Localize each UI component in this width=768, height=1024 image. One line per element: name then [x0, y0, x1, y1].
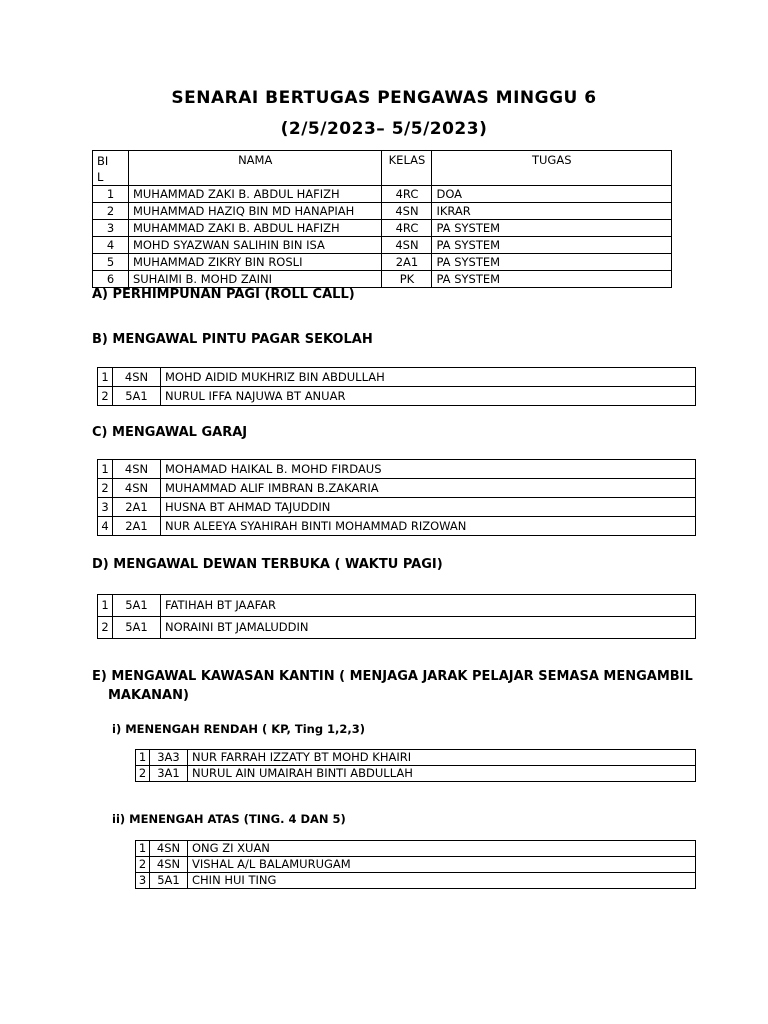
subsection-i-heading: i) MENENGAH RENDAH ( KP, Ting 1,2,3) [112, 722, 366, 736]
cell-nama: NORAINI BT JAMALUDDIN [161, 617, 696, 639]
cell-nama: VISHAL A/L BALAMURUGAM [188, 857, 696, 873]
table-row [98, 617, 696, 639]
cell-kelas: 3A1 [150, 766, 188, 782]
cell-kelas: 2A1 [113, 517, 161, 536]
cell-no: 3 [136, 873, 150, 889]
cell-nama: NURUL IFFA NAJUWA BT ANUAR [161, 387, 696, 406]
table-row [98, 595, 696, 617]
section-e-heading: E) MENGAWAL KAWASAN KANTIN ( MENJAGA JARAK PELAJAR SEMASA MENGAMBIL [92, 669, 693, 684]
title-line-2: (2/5/2023– 5/5/2023) [280, 119, 488, 139]
cell-nama: NUR FARRAH IZZATY BT MOHD KHAIRI [188, 750, 696, 766]
cell-tugas: PA SYSTEM [432, 237, 672, 254]
table-header-row [93, 151, 672, 186]
cell-kelas: 2A1 [382, 254, 432, 271]
cell-tugas: PA SYSTEM [432, 220, 672, 237]
table-c [97, 459, 696, 536]
cell-kelas: 4SN [382, 237, 432, 254]
cell-nama: MUHAMMAD ZIKRY BIN ROSLI [128, 254, 382, 271]
table-row [93, 186, 672, 203]
cell-no: 1 [136, 750, 150, 766]
cell-no: 2 [136, 857, 150, 873]
header-bil: BI L [93, 151, 129, 186]
header-tugas: TUGAS [432, 151, 672, 186]
table-row [98, 460, 696, 479]
cell-no: 3 [98, 498, 113, 517]
cell-no: 2 [98, 617, 113, 639]
cell-no: 1 [98, 368, 113, 387]
table-row [98, 517, 696, 536]
cell-no: 2 [98, 479, 113, 498]
table-row [136, 841, 696, 857]
table-row [93, 220, 672, 237]
cell-nama: MOHAMAD HAIKAL B. MOHD FIRDAUS [161, 460, 696, 479]
table-b [97, 367, 696, 406]
cell-nama: MUHAMMAD ZAKI B. ABDUL HAFIZH [128, 220, 382, 237]
table-d [97, 594, 696, 639]
table-row [98, 368, 696, 387]
table-row [98, 387, 696, 406]
cell-bil: 1 [93, 186, 129, 203]
section-a-heading: A) PERHIMPUNAN PAGI (ROLL CALL) [92, 287, 355, 302]
title-line-1: SENARAI BERTUGAS PENGAWAS MINGGU 6 [171, 88, 597, 108]
cell-kelas: 5A1 [113, 617, 161, 639]
cell-nama: HUSNA BT AHMAD TAJUDDIN [161, 498, 696, 517]
cell-kelas: 5A1 [113, 387, 161, 406]
cell-kelas: 4SN [150, 857, 188, 873]
cell-kelas: 4SN [113, 368, 161, 387]
cell-nama: MOHD SYAZWAN SALIHIN BIN ISA [128, 237, 382, 254]
cell-tugas: PA SYSTEM [432, 271, 672, 288]
cell-kelas: 5A1 [113, 595, 161, 617]
cell-nama: ONG ZI XUAN [188, 841, 696, 857]
cell-no: 1 [136, 841, 150, 857]
cell-nama: MUHAMMAD ALIF IMBRAN B.ZAKARIA [161, 479, 696, 498]
cell-nama: FATIHAH BT JAAFAR [161, 595, 696, 617]
cell-bil: 6 [93, 271, 129, 288]
cell-nama: CHIN HUI TING [188, 873, 696, 889]
cell-nama: SUHAIMI B. MOHD ZAINI [128, 271, 382, 288]
table-e2 [135, 840, 696, 889]
table-row [98, 498, 696, 517]
table-row [136, 750, 696, 766]
table-row [136, 766, 696, 782]
section-b-heading: B) MENGAWAL PINTU PAGAR SEKOLAH [92, 332, 373, 347]
cell-no: 2 [98, 387, 113, 406]
table-row [136, 873, 696, 889]
cell-no: 2 [136, 766, 150, 782]
cell-bil: 2 [93, 203, 129, 220]
cell-kelas: 4SN [113, 460, 161, 479]
cell-bil: 4 [93, 237, 129, 254]
main-duty-table [92, 150, 672, 288]
header-nama: NAMA [128, 151, 382, 186]
cell-nama: MOHD AIDID MUKHRIZ BIN ABDULLAH [161, 368, 696, 387]
table-row [98, 479, 696, 498]
cell-kelas: PK [382, 271, 432, 288]
section-e-heading-cont: MAKANAN) [108, 688, 189, 703]
cell-kelas: 4SN [382, 203, 432, 220]
cell-nama: NURUL AIN UMAIRAH BINTI ABDULLAH [188, 766, 696, 782]
table-row [93, 237, 672, 254]
cell-bil: 3 [93, 220, 129, 237]
cell-kelas: 5A1 [150, 873, 188, 889]
cell-no: 1 [98, 595, 113, 617]
table-e1 [135, 749, 696, 782]
table-row [136, 857, 696, 873]
cell-kelas: 3A3 [150, 750, 188, 766]
cell-nama: NUR ALEEYA SYAHIRAH BINTI MOHAMMAD RIZOWAN [161, 517, 696, 536]
section-d-heading: D) MENGAWAL DEWAN TERBUKA ( WAKTU PAGI) [92, 557, 443, 572]
cell-tugas: PA SYSTEM [432, 254, 672, 271]
cell-no: 1 [98, 460, 113, 479]
cell-kelas: 4SN [150, 841, 188, 857]
cell-kelas: 4RC [382, 220, 432, 237]
subsection-ii-heading: ii) MENENGAH ATAS (TING. 4 DAN 5) [112, 812, 346, 826]
cell-nama: MUHAMMAD HAZIQ BIN MD HANAPIAH [128, 203, 382, 220]
cell-kelas: 4RC [382, 186, 432, 203]
cell-nama: MUHAMMAD ZAKI B. ABDUL HAFIZH [128, 186, 382, 203]
cell-tugas: DOA [432, 186, 672, 203]
cell-kelas: 4SN [113, 479, 161, 498]
table-row [93, 203, 672, 220]
cell-tugas: IKRAR [432, 203, 672, 220]
section-c-heading: C) MENGAWAL GARAJ [92, 425, 248, 440]
cell-kelas: 2A1 [113, 498, 161, 517]
cell-bil: 5 [93, 254, 129, 271]
header-kelas: KELAS [382, 151, 432, 186]
table-row [93, 254, 672, 271]
cell-no: 4 [98, 517, 113, 536]
